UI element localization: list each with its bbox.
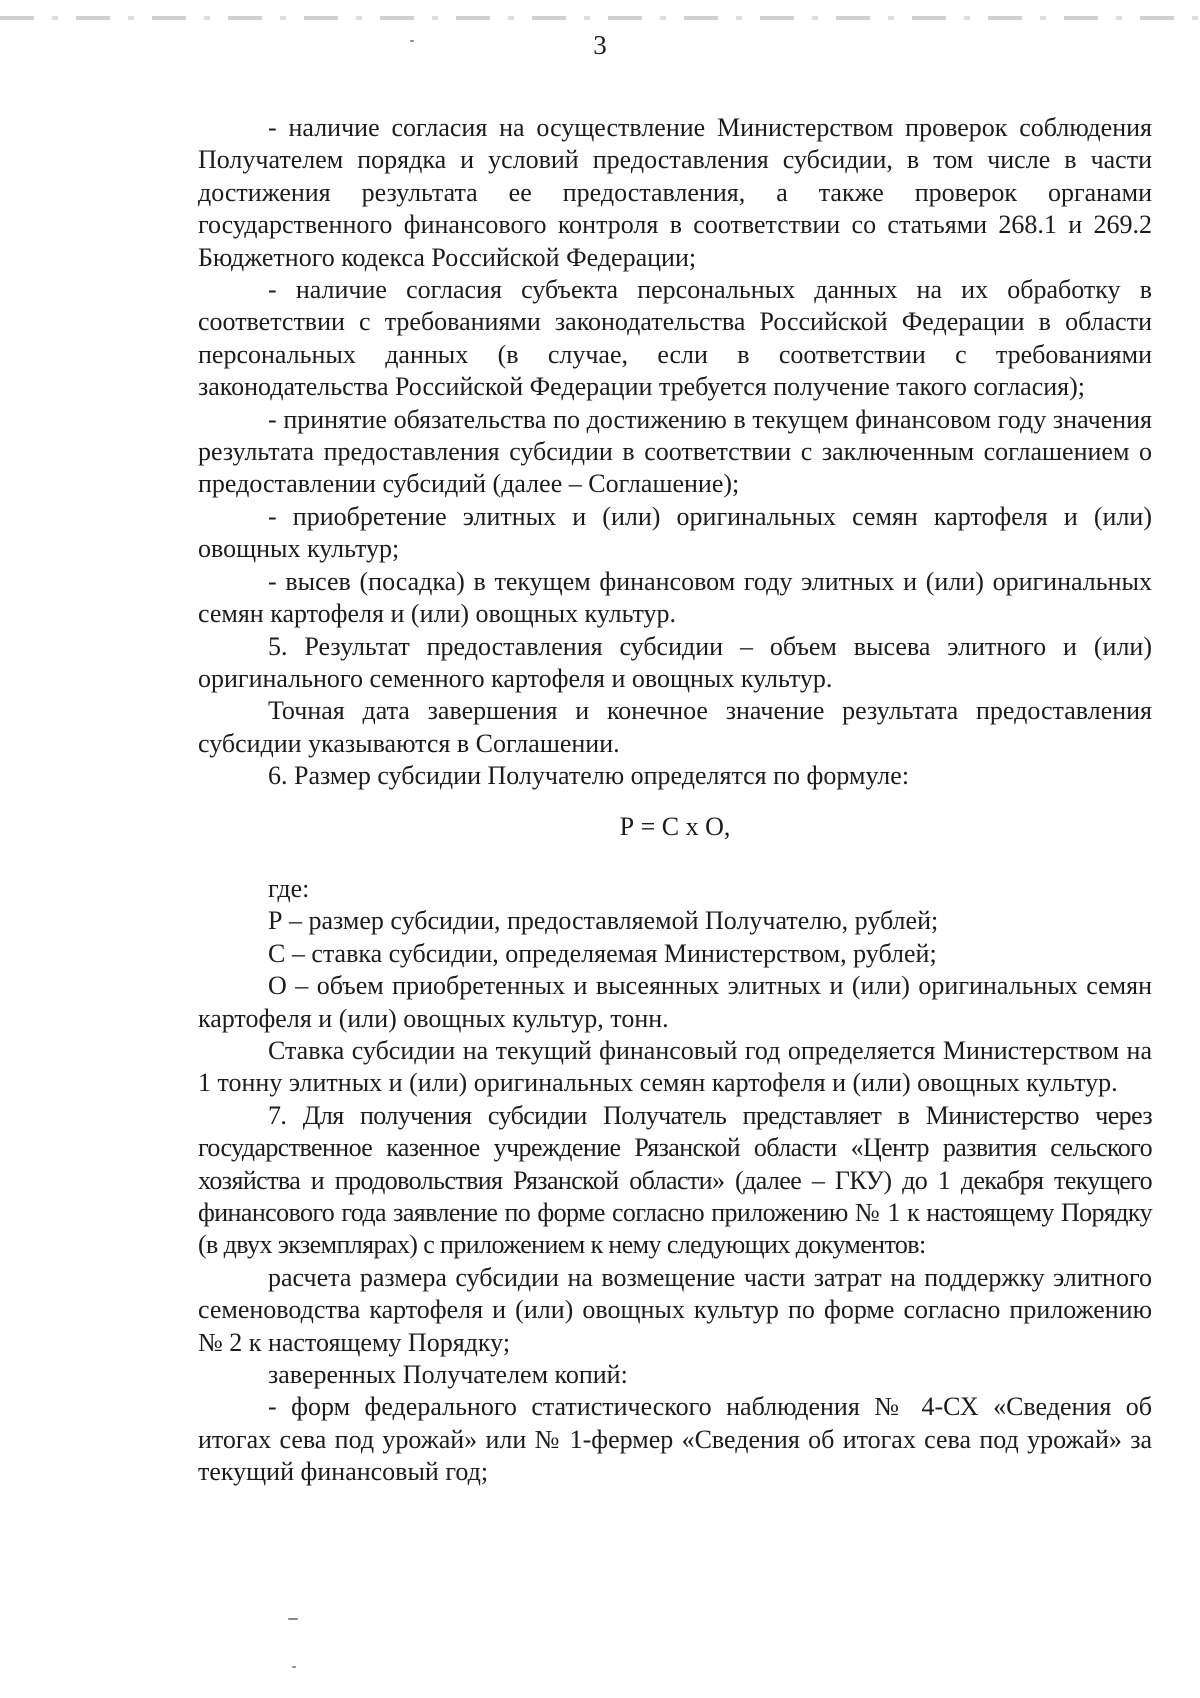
paragraph-rate: Ставка субсидии на текущий финансовый год определяется Министерством на 1 тонну элитных и (или) оригинальных семян картофеля и (или) овощных культур. [198,1035,1152,1098]
paragraph-application-7: 7. Для получения субсидии Получатель представляет в Министерство через государственное казенное учреждение Рязанской области «Центр развития сельского хозяйства и продовольствия Рязанской области» (далее – ГКУ) до 1 декабря текущего финансового года заявление по форме согласно приложению № 1 к настоящему Порядку (в двух экземплярах) с приложением к нему следующих документов: [198,1100,1152,1260]
scan-speck [288,1618,298,1620]
subsidy-formula: Р = С х О, [619,811,731,841]
scan-edge-artifact [0,16,1200,20]
page-number: 3 [593,30,607,60]
paragraph-copies: заверенных Получателем копий: [268,1360,628,1390]
paragraph-sowing: - высев (посадка) в текущем финансовом году элитных и (или) оригинальных семян картофеля и (или) овощных культур. [198,566,1152,629]
paragraph-calculation: расчета размера субсидии на возмещение части затрат на поддержку элитного семеноводства картофеля и (или) овощных культур по форме согласно приложению № 2 к настоящему Порядку; [198,1262,1152,1357]
paragraph-result-date: Точная дата завершения и конечное значение результата предоставления субсидии указываются в Соглашении. [198,696,1152,758]
paragraph-obligation: - принятие обязательства по достижению в текущем финансовом году значения результата предоставления субсидии в соответствии с заключенным соглашением о предоставлении субсидий (далее – Соглашение); [198,404,1152,499]
document-body [198,112,1152,1489]
scan-speck [410,40,414,42]
paragraph-consent-personal-data: - наличие согласия субъекта персональных данных на их обработку в соответствии с требованиями законодательства Российской Федерации в области персональных данных (в случае, если в соответствии с требованиями законодательства Российской Федерации требуется получение такого согласия); [198,275,1152,402]
definition-r: Р – размер субсидии, предоставляемой Получателю, рублей; [268,906,939,936]
paragraph-seed-purchase: - приобретение элитных и (или) оригинальных семян картофеля и (или) овощных культур; [198,501,1152,564]
definition-o: О – объем приобретенных и высеянных элитных и (или) оригинальных семян картофеля и (или) овощных культур, тонн. [198,971,1152,1033]
paragraph-result-5: 5. Результат предоставления субсидии – объем высева элитного и (или) оригинального семенного картофеля и овощных культур. [198,631,1152,693]
definition-intro: где: [268,873,310,903]
paragraph-subsidy-size-6: 6. Размер субсидии Получателю определятся по формуле: [268,761,910,791]
definition-c: С – ставка субсидии, определяемая Министерством, рублей; [268,938,937,968]
paragraph-stat-forms: - форм федерального статистического наблюдения № 4-СХ «Сведения об итогах сева под урожай» или № 1-фермер «Сведения об итогах сева под урожай» за текущий финансовый год; [198,1392,1152,1487]
paragraph-consent-inspections: - наличие согласия на осуществление Министерством проверок соблюдения Получателем порядка и условий предоставления субсидии, в том числе в части достижения результата ее предоставления, а также проверок органами государственного финансового контроля в соответствии со статьями 268.1 и 269.2 Бюджетного кодекса Российской Федерации; [198,113,1152,272]
scan-speck [292,1666,296,1668]
